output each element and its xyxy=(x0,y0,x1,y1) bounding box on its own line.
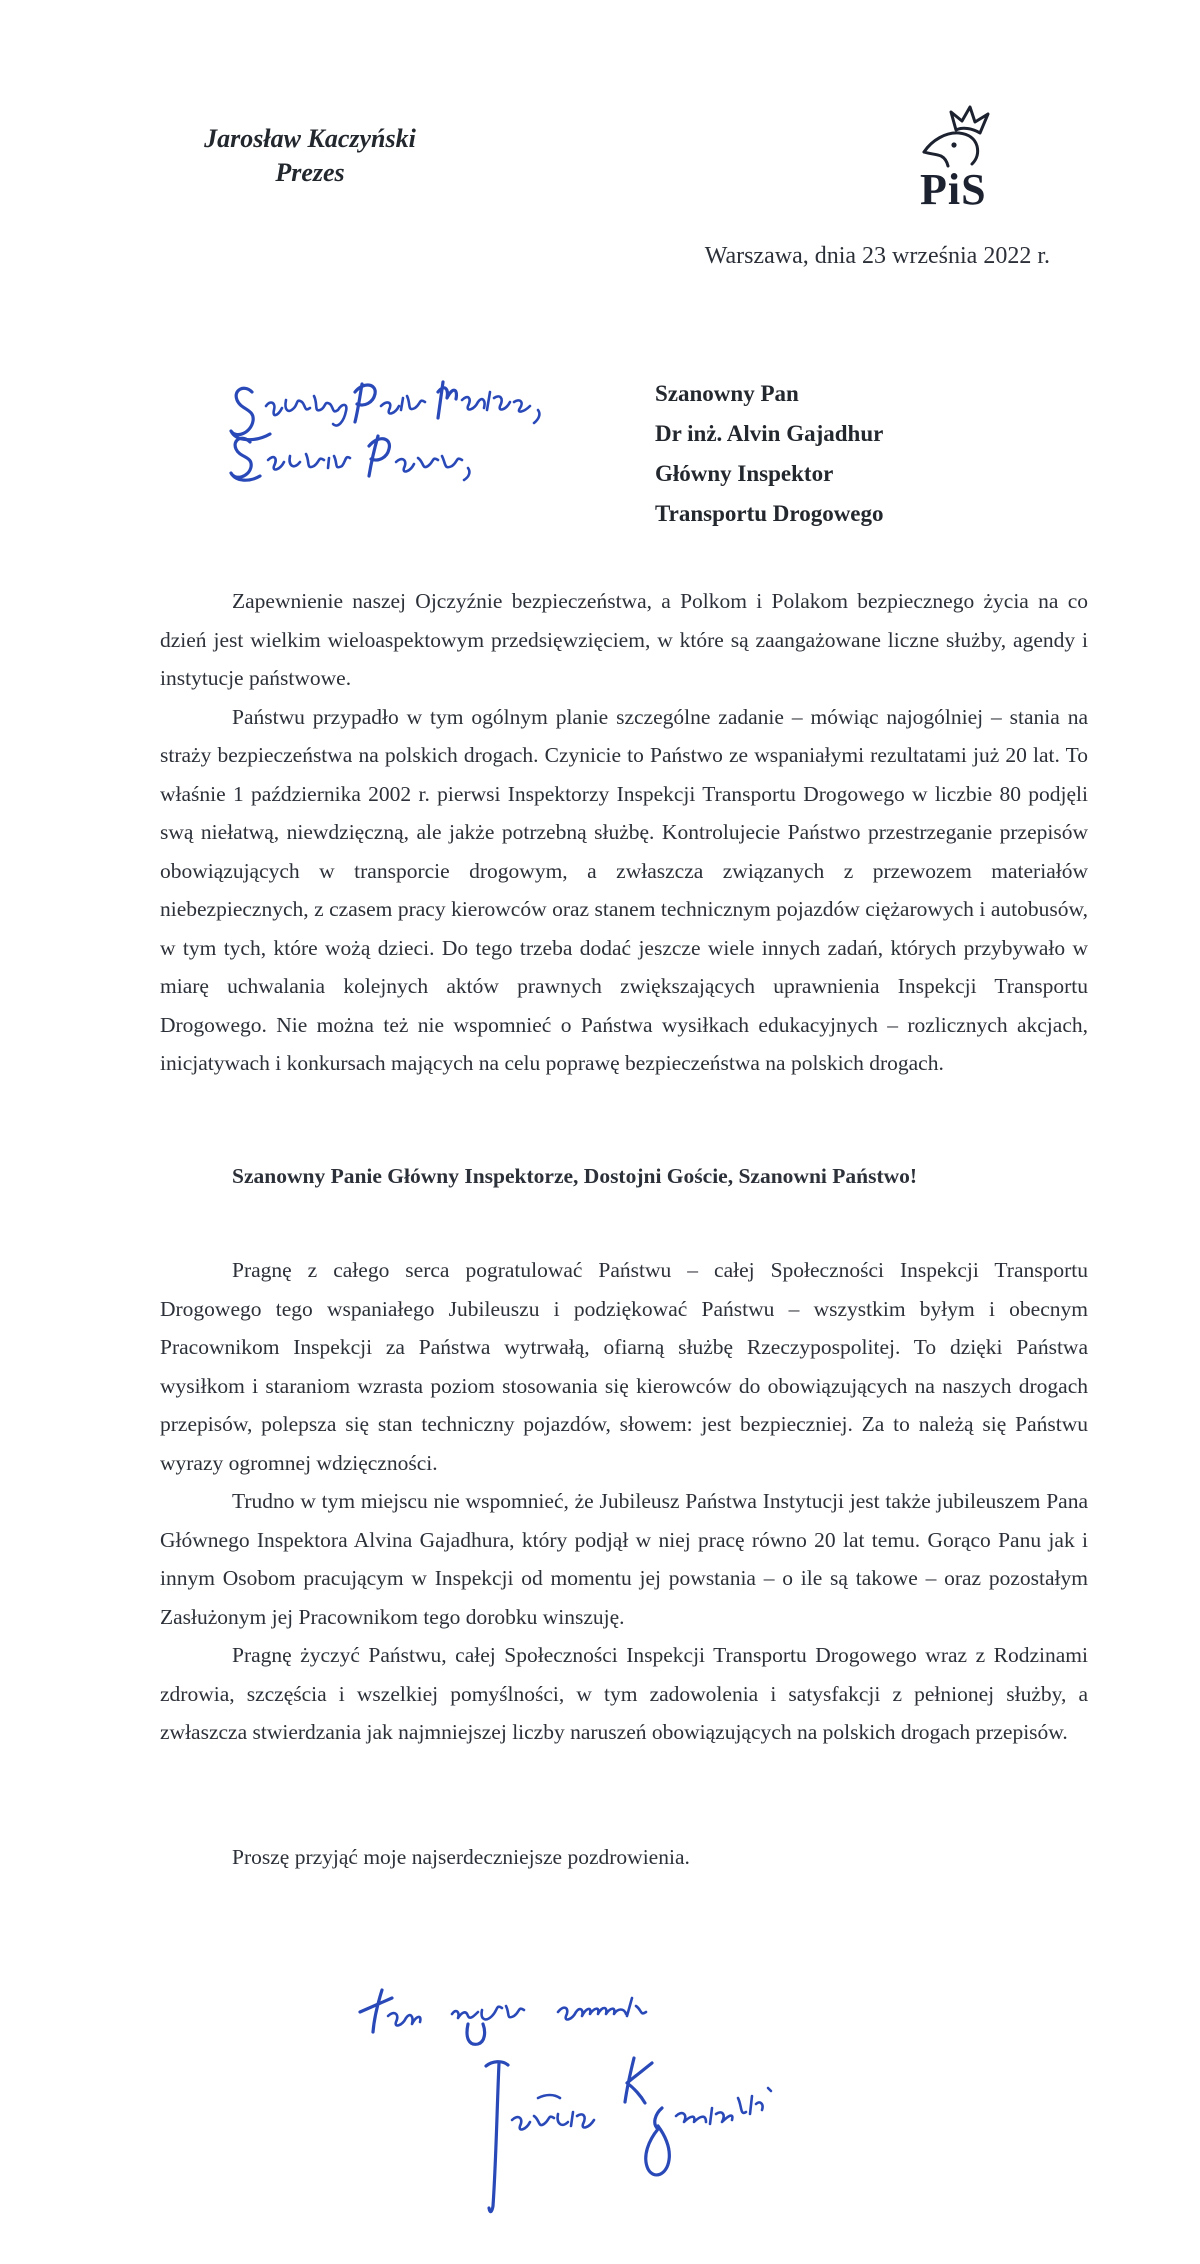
handwritten-signature xyxy=(300,1968,820,2228)
eagle-crown-icon xyxy=(912,100,1012,218)
handwritten-greeting xyxy=(228,376,578,496)
addressee-block xyxy=(655,374,884,534)
svg-text:PiS: PiS xyxy=(920,165,987,214)
paragraph-5: Pragnę życzyć Państwu, całej Społeczności Inspekcji Transportu Drogowego wraz z Rodzinami zdrowia, szczęścia i wszelkiej pomyślności, w tym zadowolenia i satysfakcji z pełnionej służby, a zwłaszcza stwierdzania jak najmniejszej liczby naruszeń obowiązujących na polskich drogach przepisów. xyxy=(160,1643,1088,1744)
addressee-line: Transportu Drogowego xyxy=(655,501,884,526)
paragraph-4: Trudno w tym miejscu nie wspomnieć, że Jubileusz Państwa Instytucji jest także jubileuszem Pana Głównego Inspektora Alvina Gajadhura, który podjął w niej pracę równo 20 lat temu. Gorąco Panu jak i innym Osobom pracującym w Inspekcji od momentu jej powstania – o ile są takowe – oraz pozostałym Zasłużonym jej Pracownikom tego dorobku winszuję. xyxy=(160,1489,1088,1629)
sender-title: Prezes xyxy=(275,158,345,187)
closing-line: Proszę przyjąć moje najserdeczniejsze pozdrowienia. xyxy=(232,1844,690,1869)
letter-body xyxy=(160,582,1088,1876)
sender-name: Jarosław Kaczyński xyxy=(204,124,416,153)
addressee-line: Szanowny Pan xyxy=(655,381,799,406)
addressee-line: Główny Inspektor xyxy=(655,461,834,486)
addressee-line: Dr inż. Alvin Gajadhur xyxy=(655,421,884,446)
paragraph-1: Zapewnienie naszej Ojczyźnie bezpieczeństwa, a Polkom i Polakom bezpiecznego życia na co dzień jest wielkim wieloaspektowym przedsięwzięciem, w które są zaangażowane liczne służby, agendy i instytucje państwowe. xyxy=(160,589,1088,690)
pis-party-logo xyxy=(912,100,1012,218)
letterhead xyxy=(0,118,1200,218)
salutation-line: Szanowny Panie Główny Inspektorze, Dostojni Goście, Szanowni Państwo! xyxy=(232,1163,918,1188)
sender-block xyxy=(160,122,460,190)
paragraph-2: Państwu przypadło w tym ogólnym planie szczególne zadanie – mówiąc najogólniej – stania na straży bezpieczeństwa na polskich drogach. Czynicie to Państwo ze wspaniałymi rezultatami już 20 lat. To właśnie 1 października 2002 r. pierwsi Inspektorzy Inspekcji Transportu Drogowego w liczbie 80 podjęli swą niełatwą, niewdzięczną, ale jakże potrzebną służbę. Kontrolujecie Państwo przestrzeganie przepisów obowiązujących w transporcie drogowym, a zwłaszcza związanych z przewozem materiałów niebezpiecznych, z czasem pracy kierowców oraz stanem technicznym pojazdów ciężarowych i autobusów, w tym tych, które wożą dzieci. Do tego trzeba dodać jeszcze wiele innych zadań, których przybywało w miarę uchwalania kolejnych aktów prawnych zwiększających uprawnienia Inspekcji Transportu Drogowego. Nie można też nie wspomnieć o Państwa wysiłkach edukacyjnych – rozlicznych akcjach, inicjatywach i konkursach mających na celu poprawę bezpieczeństwa na polskich drogach. xyxy=(160,704,1088,1075)
handwriting-signature-strokes xyxy=(300,1968,820,2228)
paragraph-3: Pragnę z całego serca pogratulować Państwu – całej Społeczności Inspekcji Transportu Drogowego tego wspaniałego Jubileuszu i podziękować Państwu – wszystkim byłym i obecnym Pracownikom Inspekcji za Państwa wytrwałą, ofiarną służbę Rzeczypospolitej. To dzięki Państwa wysiłkom i staraniom wzrasta poziom stosowania się kierowców do obowiązujących na naszych drogach przepisów, polepsza się stan techniczny pojazdów, słowem: jest bezpieczniej. Za to należą się Państwu wyrazy ogromnej wdzięczności. xyxy=(160,1258,1088,1475)
handwriting-greeting-strokes xyxy=(228,376,578,496)
dateline: Warszawa, dnia 23 września 2022 r. xyxy=(704,243,1050,269)
address-row xyxy=(0,370,1200,540)
